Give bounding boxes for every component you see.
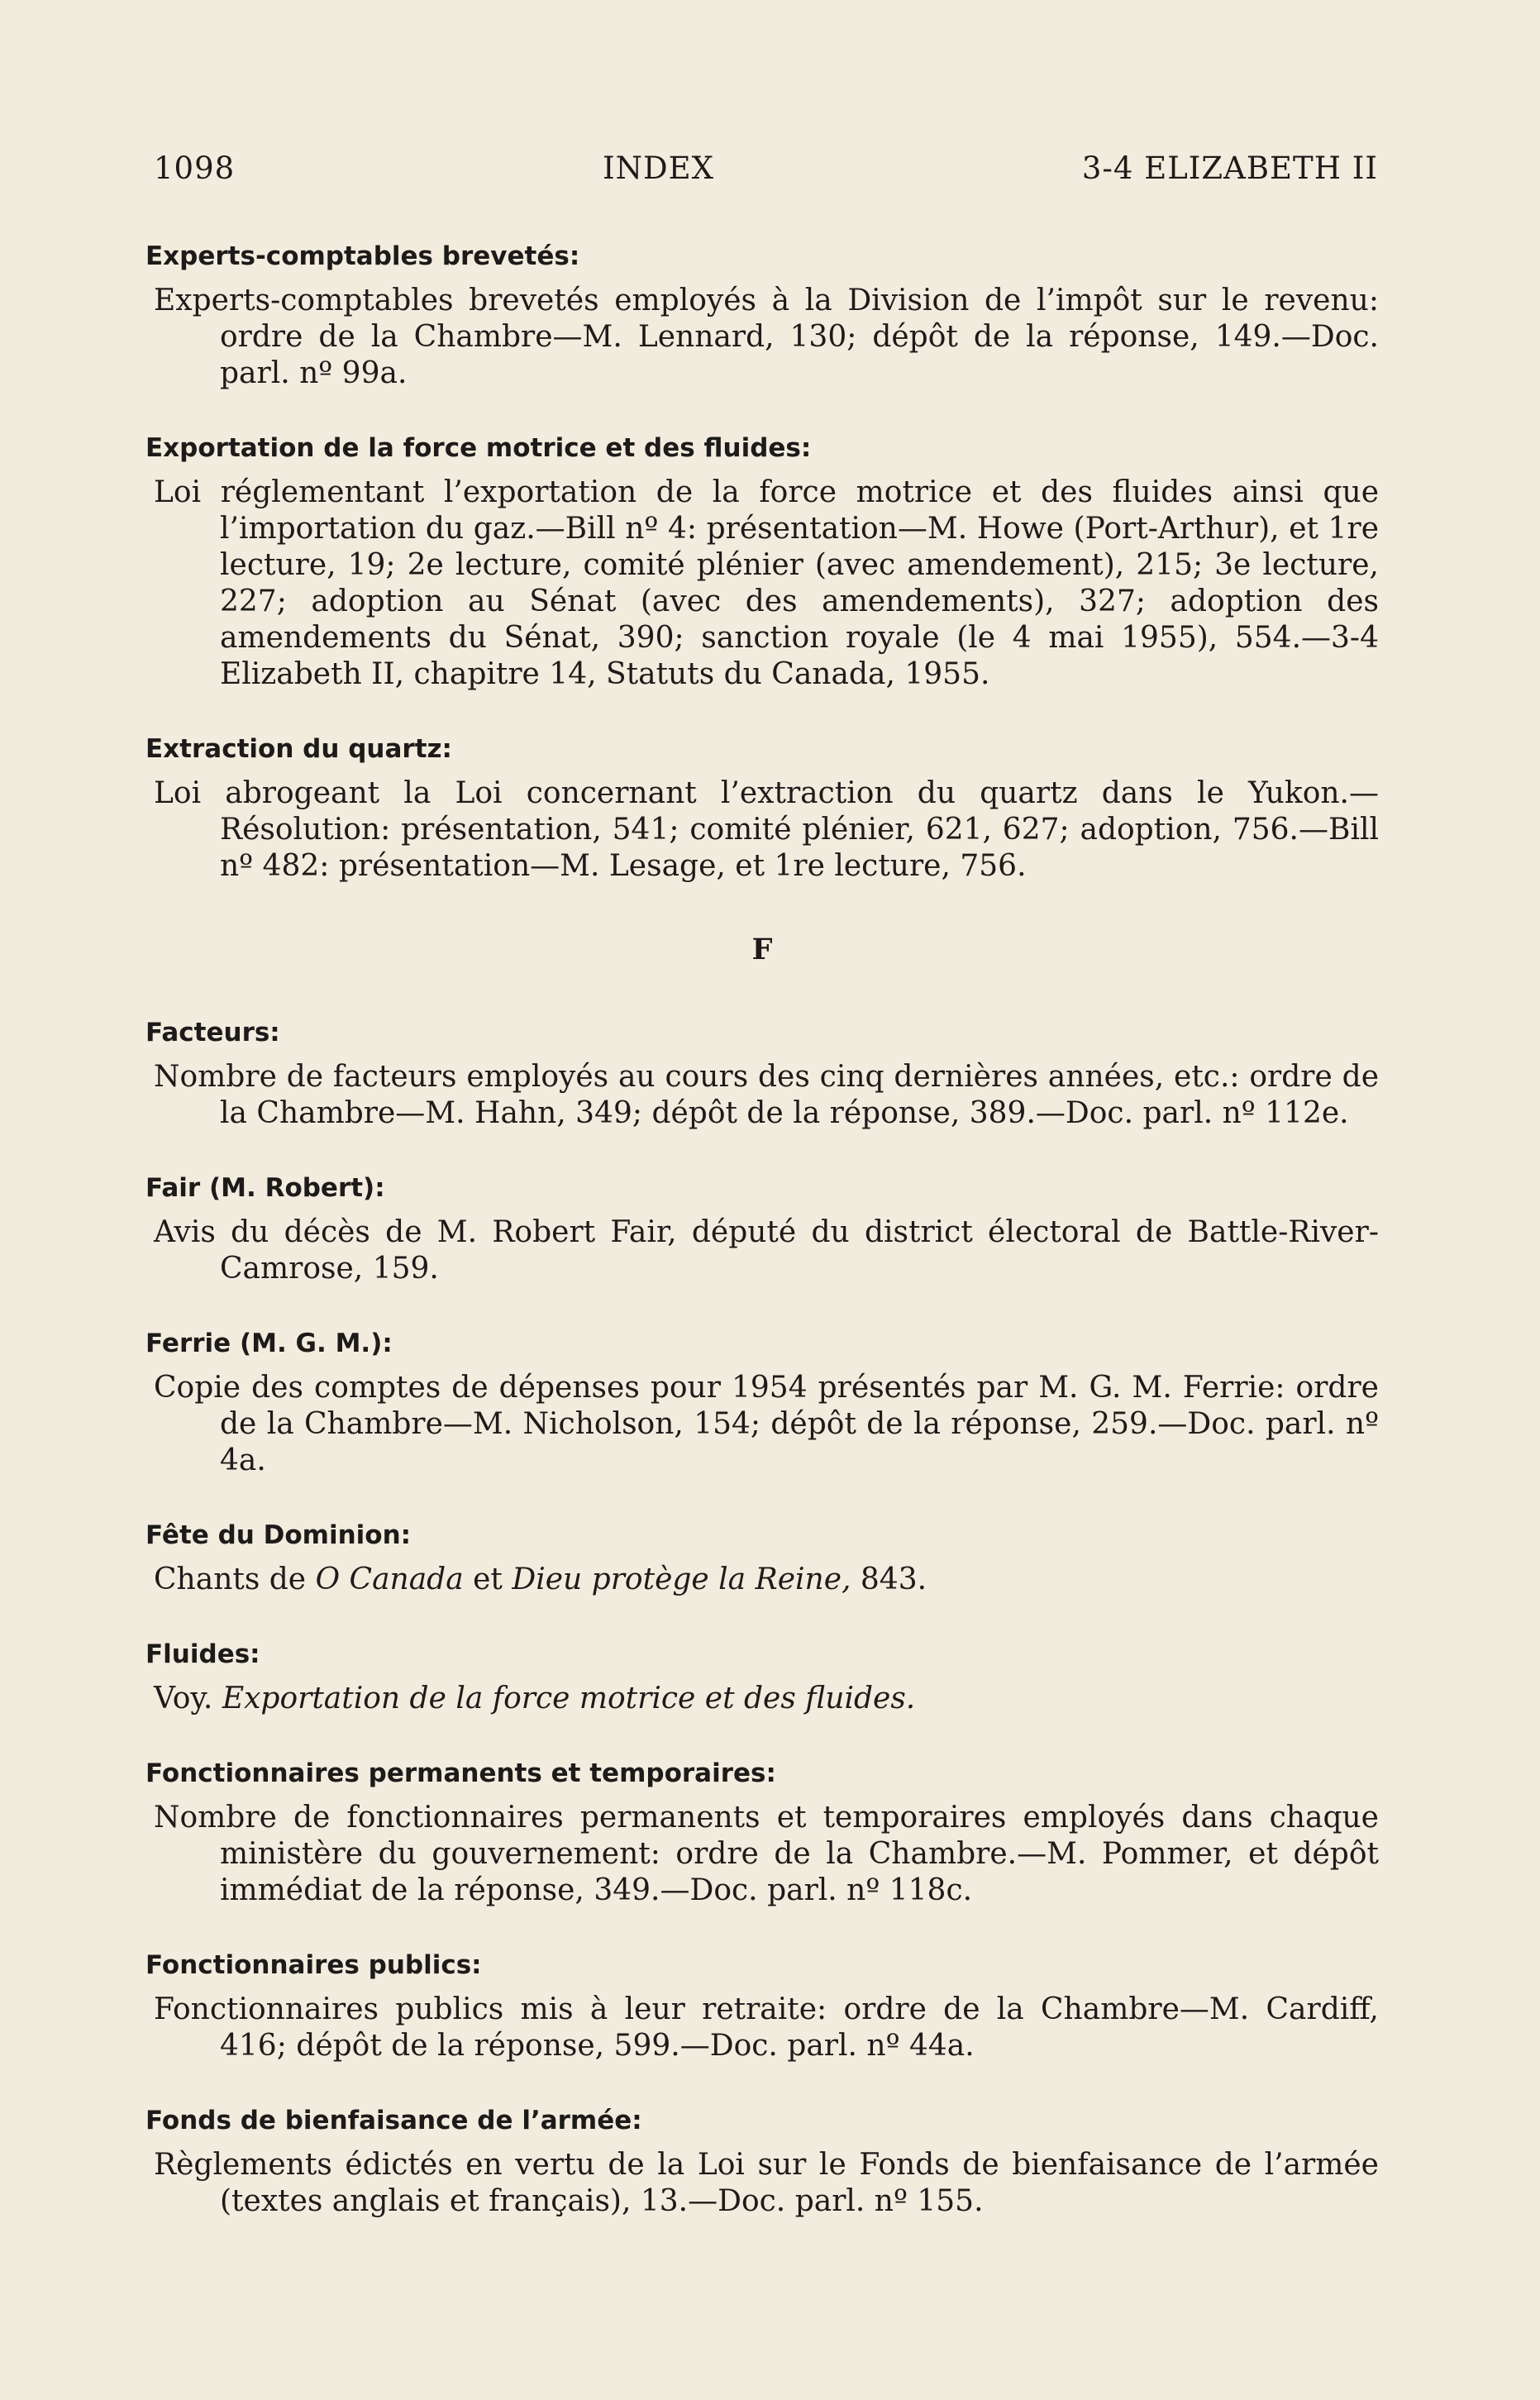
index-entry	[145, 430, 1379, 693]
entry-heading: Facteurs:	[145, 1018, 280, 1047]
cross-reference: Exportation de la force motrice et des fluides.	[222, 1682, 916, 1715]
index-entry	[145, 1325, 1379, 1479]
entry-heading: Fluides:	[145, 1639, 260, 1669]
song-title: Dieu protège la Reine,	[512, 1563, 851, 1596]
index-entry	[145, 238, 1379, 392]
entry-heading: Fair (M. Robert):	[145, 1173, 385, 1203]
index-entry	[145, 1636, 1379, 1717]
index-entry	[145, 1755, 1379, 1909]
entry-heading: Exportation de la force motrice et des fluides:	[145, 433, 812, 463]
entry-heading: Extraction du quartz:	[145, 734, 452, 764]
index-entry	[145, 1014, 1379, 1132]
body-text: Chants de	[154, 1563, 316, 1596]
index-content	[145, 238, 1379, 2258]
entry-body: Nombre de fonctionnaires permanents et temporaires employés dans chaque ministère du gouvernement: ordre de la Chambre.—M. Pommer, et dépôt immédiat de la réponse, 349.—Doc. parl. nº 118c.	[154, 1801, 1379, 1907]
index-entry	[145, 1947, 1379, 2064]
entry-heading: Fonctionnaires permanents et temporaires:	[145, 1758, 776, 1788]
entry-body: Copie des comptes de dépenses pour 1954 présentés par M. G. M. Ferrie: ordre de la Chambre—M. Nicholson, 154; dépôt de la réponse, 259.—Doc. parl. nº 4a.	[154, 1371, 1379, 1477]
entry-body: Loi réglementant l’exportation de la force motrice et des fluides ainsi que l’importation du gaz.—Bill nº 4: présentation—M. Howe (Port-Arthur), et 1re lecture, 19; 2e lecture, comité plénier (avec amendement), 215; 3e lecture, 227; adoption au Sénat (avec des amendements), 327; adoption des amendements du Sénat, 390; sanction royale (le 4 mai 1955), 554.—3-4 Elizabeth II, chapitre 14, Statuts du Canada, 1955.	[154, 475, 1379, 691]
letter-divider: F	[751, 933, 773, 966]
entry-heading: Fonctionnaires publics:	[145, 1950, 482, 1980]
entry-body: Experts-comptables brevetés employés à la Division de l’impôt sur le revenu: ordre de la Chambre—M. Lennard, 130; dépôt de la réponse, 149.—Doc. parl. nº 99a.	[154, 284, 1379, 390]
section-title: INDEX	[603, 150, 715, 186]
entry-body	[145, 1681, 1379, 1717]
entry-heading: Experts-comptables brevetés:	[145, 241, 580, 271]
running-head	[154, 150, 1378, 186]
song-title: O Canada	[315, 1563, 464, 1596]
entry-body: Règlements édictés en vertu de la Loi sur le Fonds de bienfaisance de l’armée (textes anglais et français), 13.—Doc. parl. nº 155.	[154, 2148, 1379, 2218]
page-number: 1098	[154, 150, 236, 186]
entry-heading: Ferrie (M. G. M.):	[145, 1329, 393, 1358]
index-entry	[145, 731, 1379, 885]
index-entry	[145, 2102, 1379, 2220]
body-text: Voy.	[154, 1682, 222, 1715]
session-title: 3-4 ELIZABETH II	[1081, 150, 1378, 186]
index-entry	[145, 1517, 1379, 1598]
entry-body: Nombre de facteurs employés au cours des cinq dernières années, etc.: ordre de la Chambre—M. Hahn, 349; dépôt de la réponse, 389.—Doc. parl. nº 112e.	[154, 1060, 1379, 1130]
entry-body	[145, 1562, 1379, 1598]
body-text: 843.	[851, 1563, 927, 1596]
entry-body: Loi abrogeant la Loi concernant l’extraction du quartz dans le Yukon.—Résolution: présentation, 541; comité plénier, 621, 627; adoption, 756.—Bill nº 482: présentation—M. Lesage, et 1re lecture, 756.	[154, 776, 1379, 883]
index-entry	[145, 1170, 1379, 1287]
entry-body: Fonctionnaires publics mis à leur retraite: ordre de la Chambre—M. Cardiff, 416; dépôt de la réponse, 599.—Doc. parl. nº 44a.	[154, 1992, 1379, 2063]
entry-body: Avis du décès de M. Robert Fair, député du district électoral de Battle-River-Camrose, 159.	[154, 1215, 1379, 1286]
body-text: et	[463, 1563, 513, 1596]
entry-heading: Fonds de bienfaisance de l’armée:	[145, 2106, 642, 2135]
entry-heading: Fête du Dominion:	[145, 1520, 412, 1550]
